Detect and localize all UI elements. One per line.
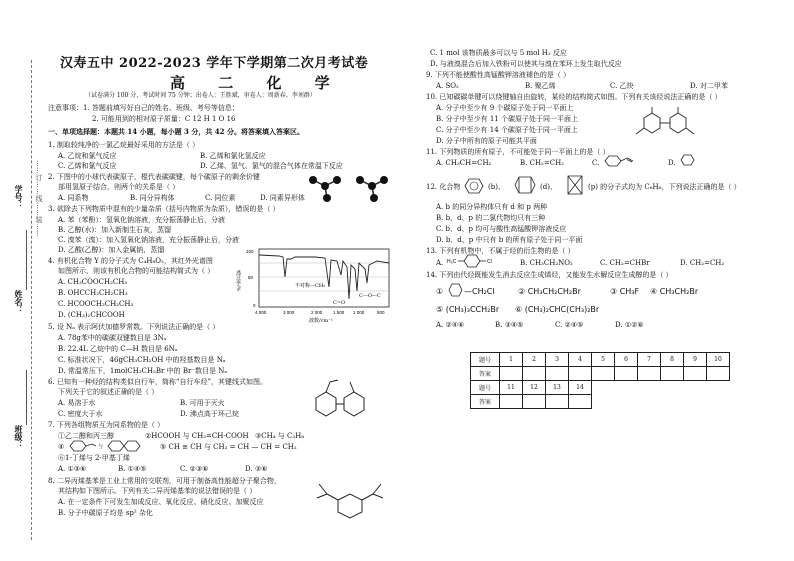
svg-text:H₃C: H₃C [447, 259, 457, 265]
q10-option-c: C. 分子中至少有 14 个碳原子处于同一平面上 [436, 126, 578, 134]
class-underline [26, 370, 27, 425]
answer-table-number-row-1 [471, 353, 730, 367]
styrene-structure [602, 153, 642, 169]
q12-option-b: B. b、d、p 的二氯代物均只有三种 [436, 214, 546, 222]
q8-stem: 8. 二异丙烯基苯是工业上常用的交联剂，可用于制备高性能超分子聚合物， [48, 477, 281, 485]
answer-cell[interactable] [500, 367, 523, 381]
svg-text:Cl: Cl [487, 259, 492, 265]
question-number-cell: 9 [684, 353, 707, 367]
answer-row-header: 答案 [471, 367, 500, 381]
question-number-cell: 4 [569, 353, 592, 367]
ir-y-tick-100: 100 [246, 249, 254, 254]
q2-option-a: A. 同系物 [58, 194, 89, 202]
q2-ball-stick-models [305, 170, 395, 212]
student-number-label: 学号： [14, 185, 24, 209]
q7-option-a: A. ①③⑥ [58, 465, 87, 473]
q10-option-d: D. 分子中所有的原子可能共平面 [436, 137, 537, 145]
q13-stem: 13. 下列有机物中，不属于烃的衍生物的是（ ） [426, 247, 575, 255]
q9-option-a: A. SO₂ [436, 82, 459, 90]
exam-subject: 高 二 化 学 [170, 74, 344, 92]
answer-cell[interactable] [569, 367, 592, 381]
answer-cell[interactable] [638, 367, 661, 381]
q2-option-b: B. 同分异构体 [130, 194, 175, 202]
ir-x-axis-label: 波数/cm⁻¹ [309, 318, 333, 323]
ir-x-tick-1500: 1 500 [333, 310, 345, 315]
q14-item-5: ⑤ (CH₃)₃CCH₂Br [436, 305, 500, 314]
q7-option-c: C. ②③⑥ [180, 465, 209, 473]
q14-option-b: B. ③④⑤ [495, 321, 524, 329]
q5-option-b: B. 22.4L 乙烷中的 C—H 数目是 6Nₐ [58, 345, 178, 353]
q6-option-d: D. 沸点高于环己烷 [180, 410, 239, 418]
q2-option-c: C. 同位素 [205, 194, 236, 202]
q6-stem-line2: 下列关于它的叙述正确的是（ ） [58, 388, 159, 396]
q14-item-2: ② CH₃CH₂CH₂Br [518, 287, 581, 296]
answer-cell[interactable] [523, 395, 546, 409]
answer-cell[interactable] [615, 367, 638, 381]
q14-item-1-formula: —CH₂Cl [464, 287, 495, 296]
q3-option-d: D. 乙酸(乙醇)：加入金属钠，蒸馏 [58, 246, 165, 254]
q1-option-b: B. 乙烯和氯化氢反应 [200, 152, 266, 160]
ir-label-co: C=O [333, 300, 346, 306]
question-number-cell: 14 [569, 381, 592, 395]
q2-stem-line2: 部用氢原子结合，则两个的关系是（ ） [58, 183, 180, 191]
question-number-cell: 10 [707, 353, 730, 367]
q7-item-6: ⑥1-丁烯与 2-甲基丁烯 [58, 454, 130, 462]
q12-option-d: D. b、d、p 中只有 b 的所有原子处于同一平面 [436, 236, 583, 244]
ir-label-coc: C—O—C [359, 293, 381, 299]
q7-stem: 7. 下列各组物质互为同系物的是（ ） [48, 421, 165, 429]
answer-table-header: 题号 [471, 381, 500, 395]
question-number-cell: 13 [546, 381, 569, 395]
ir-x-tick-500: 500 [377, 310, 385, 315]
q11-option-c: C. [592, 159, 600, 167]
question-number-cell: 5 [592, 353, 615, 367]
q12-option-a: A. b 的同分异构体只有 d 和 p 两种 [436, 203, 548, 211]
q3-option-b: B. 乙醇(水)：加入新制生石灰，蒸馏 [58, 226, 172, 234]
q14-stem: 14. 下列由代烃既能发生消去反应生成烯烃，又能发生水解反应生成醇的是（ ） [426, 271, 673, 279]
q9-option-c: C. 乙炔 [610, 82, 634, 90]
answer-cell[interactable] [546, 395, 569, 409]
ir-x-tick-2000: 2 000 [311, 310, 323, 315]
question-number-cell: 3 [546, 353, 569, 367]
q4-option-a: A. CH₃COOCH₂CH₃ [58, 278, 128, 286]
answer-cell[interactable] [707, 367, 730, 381]
q14-option-d: D. ①②⑥ [615, 321, 644, 329]
q4-stem-line2: 如图所示，则该有机化合物的可能结构简式为（ ） [58, 267, 215, 275]
q7-item-3: ③CH₄ 与 C₃H₈ [255, 432, 305, 440]
q8-stem-line2: 其结构如下图所示。下列有关二异丙烯基苯的说法错误的是（ ） [58, 487, 257, 495]
answer-cell[interactable] [500, 395, 523, 409]
question-number-cell: 8 [661, 353, 684, 367]
answer-table-number-row-2 [471, 381, 730, 395]
answer-table-header: 题号 [471, 353, 500, 367]
q9-option-b: B. 聚乙烯 [525, 82, 556, 90]
q12-compound-p [562, 170, 588, 200]
q14-option-a: A. ②④⑥ [436, 321, 465, 329]
q5-option-d: D. 常温常压下，1molCH₃CH₂Br 中的 Br⁻数目是 Nₐ [58, 367, 228, 375]
ir-y-tick-50: 50 [248, 275, 254, 280]
q12-label-b: (b)、 [488, 183, 505, 191]
seal-line-text: ……订……线……装…… [35, 160, 43, 237]
answer-cell[interactable] [569, 395, 592, 409]
question-number-cell: 7 [638, 353, 661, 367]
q3-stem: 3. 欲除去下列物质中混有的少量杂质（括号内物质为杂质），错误的是（ ） [48, 205, 280, 213]
q6-stem: 6. 已知有一种烃的结构类似自行车，简称“自行车烃”，其键线式如图。 [48, 378, 268, 386]
q7-item-1: ①乙二醇和丙三醇 [58, 432, 114, 440]
q5-stem: 5. 设 Nₐ 表示阿伏加德罗常数。下列说法正确的是（ ） [48, 323, 220, 331]
exam-title: 汉寿五中 2022-2023 学年下学期第二次月考试卷 [60, 56, 369, 71]
q2-stem: 2. 下图中的小球代表碳原子，棍代表碳碳键，每个碳原子的剩余价键 [48, 173, 260, 181]
chlorotoluene-structure [446, 252, 500, 270]
q7-item-4: ④ [58, 443, 65, 451]
diisopropenylbenzene-structure [305, 478, 395, 528]
q1-option-d: D. 乙烯、氢气、氯气的混合气体在常温下反应 [200, 162, 343, 170]
q11-stem: 11. 下列物质的所有原子，不可能处于同一平面上的是（ ） [426, 148, 610, 156]
answer-cell[interactable] [592, 367, 615, 381]
class-label: 班级： [14, 425, 24, 449]
q6-option-a: A. 易溶于水 [58, 399, 96, 407]
notice-1: 注意事项：1. 答题前填写好自己的姓名、班级、考号等信息； [48, 104, 239, 112]
q13-option-a: A. [436, 259, 444, 267]
ir-label-ch3: 不对称—CH₃ [295, 283, 326, 289]
name-underline [26, 230, 27, 290]
exam-info: （试卷满分 100 分，考试时间 75 分钟；出卷人：王胜斌，审卷人：周新春、李刘群） [85, 92, 316, 99]
q14-item-4: ④ CH₃CH₂Br [650, 287, 699, 296]
q13-option-d: D. CH₂=CH₂ [680, 259, 725, 267]
question-number-cell: 12 [523, 381, 546, 395]
seal-line [31, 60, 32, 540]
q14-item-1: ① [436, 287, 444, 296]
q5-option-a: A. 78g苯中的碳碳双键数目是 3Nₐ [58, 334, 167, 342]
ir-x-tick-3000: 3 000 [283, 310, 295, 315]
q5-option-c: C. 标准状况下，46gCH₃CH₂OH 中的羟基数目是 Nₐ [58, 356, 226, 364]
q4-option-c: C. HCOOCH₂CH₂CH₃ [58, 300, 134, 308]
answer-cell[interactable] [523, 367, 546, 381]
q14-item-3: ③ CH₃F [610, 287, 640, 296]
q1-option-c: C. 乙烯和氯气反应 [58, 162, 117, 170]
q13-option-c: C. CH₂=CHBr [600, 259, 650, 267]
q7-item-5: ⑤ CH ≡ CH 与 CH₂ = CH — CH = CH₂ [160, 443, 297, 451]
ir-spectrum-figure [245, 247, 395, 323]
q4-option-b: B. OHCCH₂CH₂CH₃ [58, 289, 128, 297]
question-number-cell: 11 [500, 381, 523, 395]
q7-option-b: B. ①④⑤ [118, 465, 147, 473]
answer-cell[interactable] [661, 367, 684, 381]
q7-option-d: D. ③⑥ [245, 465, 268, 473]
q11-option-a: A. CH₃CH=CH₂ [436, 159, 492, 167]
q1-stem: 1. 制取较纯净的一氯乙烷最好采用的方法是（ ） [48, 141, 200, 149]
q11-option-b: B. CH₂=CH₂ [520, 159, 564, 167]
q2-option-d: D. 同素异形体 [260, 194, 305, 202]
benzyl-chloride-ring [446, 281, 466, 299]
q9-stem: 9. 下列不能使酸性高锰酸钾溶液褪色的是（ ） [426, 71, 571, 79]
q10-option-a: A. 分子中至少有 9 个碳原子处于同一平面上 [436, 104, 574, 112]
q10-biphenyl-structure [630, 104, 710, 142]
ir-y-tick-0: 0 [253, 303, 256, 308]
q14-item-6: ⑥ (CH₃)₂CHC(CH₃)₂Br [515, 305, 600, 314]
question-number-cell: 6 [615, 353, 638, 367]
question-number-cell: 1 [500, 353, 523, 367]
q4-option-d: D. (CH₃)₂CHCOOH [58, 311, 125, 319]
q12-option-c: C. b、d、p 均可与酸性高锰酸钾溶液反应 [436, 225, 567, 233]
q7-item-2: ②HCOOH 与 CH₂=CH-COOH [145, 432, 249, 440]
q12-stem: 12. 化合物 [426, 183, 461, 191]
bicycle-hydrocarbon-structure [300, 378, 380, 428]
q14-option-c: C. ②④⑤ [555, 321, 584, 329]
answer-row-header: 答案 [471, 395, 500, 409]
answer-table-answer-row-1 [471, 367, 730, 381]
q10-stem: 10. 已知碳碳单键可以绕键轴自由旋转，某烃的结构简式如图。下列有关该烃说法正确的是（ ） [426, 93, 722, 101]
q12-label-d: (d)、 [540, 183, 557, 191]
notice-2: 2. 可能用到的相对原子质量：C 12 H 1 O 16 [92, 115, 236, 123]
q9-option-d: D. 对二甲苯 [690, 82, 728, 90]
q3-option-c: C. 溴苯（溴）：加入氢氧化钠溶液，充分振荡静止后，分液 [58, 236, 240, 244]
answer-cell[interactable] [546, 367, 569, 381]
q10-option-b: B. 分子中至少有 11 个碳原子处于同一平面上 [436, 115, 578, 123]
q3-option-a: A. 苯（苯酚）：氢氧化钠溶液，充分振荡静止后，分液 [58, 216, 226, 224]
answer-table [470, 352, 730, 409]
q8-option-b: B. 分子中碳原子均是 sp² 杂化 [58, 509, 153, 517]
answer-table-answer-row-2 [471, 395, 730, 409]
q8-option-a: A. 在一定条件下可发生加成反应、氧化反应、硝化反应、加聚反应 [58, 498, 264, 506]
q6-option-b: B. 可用于灭火 [180, 399, 225, 407]
q4-stem: 4. 有机化合物 Y 的分子式为 C₄H₈O₂，其红外光谱图 [48, 257, 213, 265]
ir-x-tick-1000: 1 000 [353, 310, 365, 315]
q13-option-b: B. CH₃CH₂NO₂ [520, 259, 573, 267]
q7-benzene-pair [66, 439, 148, 453]
name-label: 姓名： [14, 290, 24, 314]
q12-compound-d [512, 172, 538, 198]
q8-option-c: C. 1 mol 该物质最多可以与 5 mol H₂ 反应 [430, 49, 567, 57]
q12-label-p: (p) 的分子式均为 C₆H₆，下列说法正确的是（ ） [588, 183, 741, 191]
ir-y-axis-label: 透过率/% [235, 270, 241, 292]
question-number-cell: 2 [523, 353, 546, 367]
section-heading: 一、单项选择题：本题共 14 小题，每小题 3 分，共 42 分。将答案填入答案区。 [48, 127, 304, 136]
answer-cell[interactable] [684, 367, 707, 381]
ir-x-tick-4000: 4 000 [255, 310, 267, 315]
q8-option-d: D. 与液溴混合后加入铁粉可以使其与溴在苯环上发生取代反应 [430, 60, 622, 68]
q1-option-a: A. 乙烷和氯气反应 [58, 152, 117, 160]
q12-compound-b [462, 174, 486, 198]
svg-text:与: 与 [98, 444, 104, 450]
benzene-structure [678, 152, 698, 168]
q11-option-d: D. [668, 159, 676, 167]
q6-option-c: C. 密度大于水 [58, 410, 103, 418]
